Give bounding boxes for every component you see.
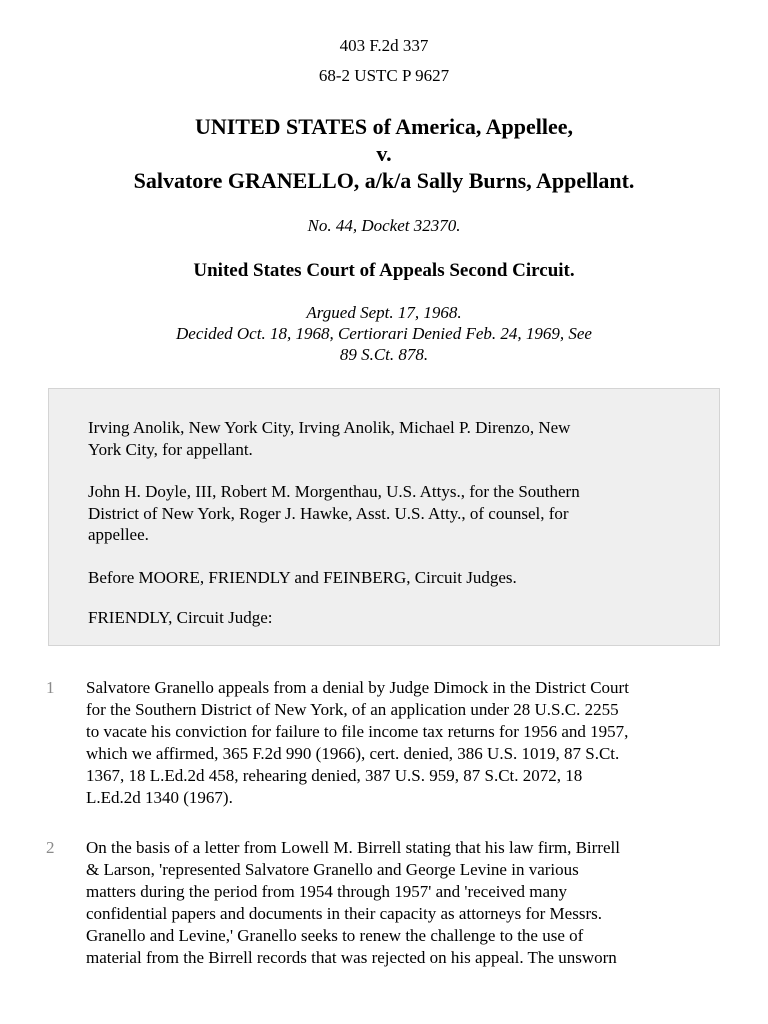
paragraph-1 xyxy=(86,677,746,809)
opinion-author xyxy=(88,607,688,629)
argued-date: Argued Sept. 17, 1968. xyxy=(306,303,462,322)
text-line: Granello and Levine,' Granello seeks to renew the challenge to the use of xyxy=(86,926,584,945)
text-line: Salvatore Granello appeals from a denial by Judge Dimock in the District Court xyxy=(86,678,629,697)
text-line: & Larson, 'represented Salvatore Granello and George Levine in various xyxy=(86,860,579,879)
paragraph-number: 2 xyxy=(46,838,55,857)
text-line: FRIENDLY, Circuit Judge: xyxy=(88,608,273,627)
cert-reference: 89 S.Ct. 878. xyxy=(339,345,429,364)
text-line: 1367, 18 L.Ed.2d 458, rehearing denied, 387 U.S. 959, 87 S.Ct. 2072, 18 xyxy=(86,766,583,785)
caption-appellee: UNITED STATES of America, Appellee, xyxy=(194,114,574,139)
text-line: to vacate his conviction for failure to file income tax returns for 1956 and 1957, xyxy=(86,722,629,741)
paragraph-2 xyxy=(86,837,746,969)
text-line: which we affirmed, 365 F.2d 990 (1966), cert. denied, 386 U.S. 1019, 87 S.Ct. xyxy=(86,744,620,763)
text-line: John H. Doyle, III, Robert M. Morgenthau, U.S. Attys., for the Southern xyxy=(88,482,580,501)
case-caption xyxy=(0,113,768,194)
tax-citation: 68-2 USTC P 9627 xyxy=(318,66,450,85)
text-line: Irving Anolik, New York City, Irving Anolik, Michael P. Direnzo, New xyxy=(88,418,571,437)
decided-date: Decided Oct. 18, 1968, Certiorari Denied Feb. 24, 1969, See xyxy=(176,324,592,343)
text-line: On the basis of a letter from Lowell M. Birrell stating that his law firm, Birrell xyxy=(86,838,620,857)
text-line: material from the Birrell records that was rejected on his appeal. The unsworn xyxy=(86,948,617,967)
case-dates xyxy=(120,302,648,365)
panel-judges xyxy=(88,567,688,589)
counsel-box xyxy=(48,388,720,646)
text-line: confidential papers and documents in their capacity as attorneys for Messrs. xyxy=(86,904,602,923)
caption-appellant: Salvatore GRANELLO, a/k/a Sally Burns, Appellant. xyxy=(133,168,635,193)
text-line: Before MOORE, FRIENDLY and FEINBERG, Circuit Judges. xyxy=(88,568,517,587)
text-line: appellee. xyxy=(88,525,149,544)
text-line: for the Southern District of New York, of an application under 28 U.S.C. 2255 xyxy=(86,700,619,719)
text-line: York City, for appellant. xyxy=(88,439,253,459)
text-line: District of New York, Roger J. Hawke, Asst. U.S. Atty., of counsel, for xyxy=(88,503,569,523)
appellant-counsel xyxy=(88,417,688,460)
appellee-counsel xyxy=(88,481,688,546)
text-line: matters during the period from 1954 through 1957' and 'received many xyxy=(86,882,568,901)
docket-number: No. 44, Docket 32370. xyxy=(307,216,461,235)
caption-versus: v. xyxy=(376,141,392,166)
reporter-citation: 403 F.2d 337 xyxy=(339,36,429,55)
court-name: United States Court of Appeals Second Circuit. xyxy=(193,260,575,281)
paragraph-number: 1 xyxy=(46,678,55,697)
text-line: L.Ed.2d 1340 (1967). xyxy=(86,788,233,807)
